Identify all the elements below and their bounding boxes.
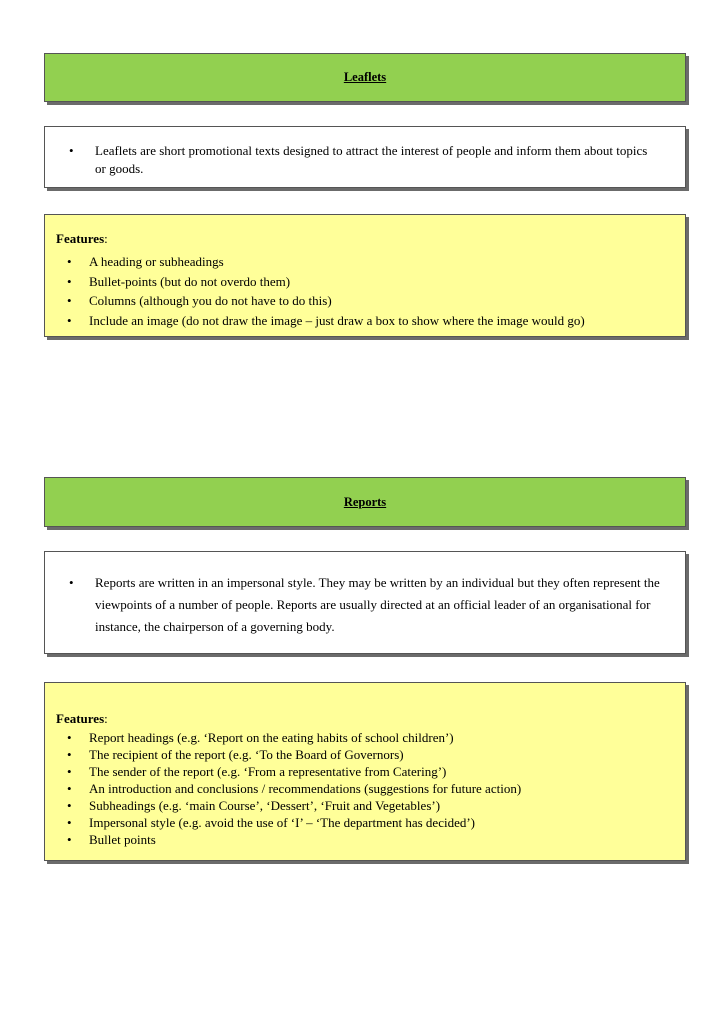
bullet-icon: •: [67, 293, 72, 308]
features-label-text: Features: [56, 231, 105, 246]
leaflets-features-label: Features:: [56, 231, 108, 246]
list-item: [56, 831, 685, 848]
list-item: [56, 797, 685, 814]
list-item: [56, 729, 685, 746]
reports-heading: Reports: [343, 495, 387, 509]
reports-description: Reports are written in an impersonal style. They may be written by an individual but they often represent the viewpoints of a number of people. Reports are usually directed at an official leader of an organisational for instance, the chairperson of a governing body.: [95, 575, 660, 634]
list-item: [51, 142, 661, 178]
bullet-icon: •: [67, 815, 72, 830]
list-item: [56, 252, 685, 272]
bullet-icon: •: [67, 312, 72, 328]
leaflets-description: Leaflets are short promotional texts designed to attract the interest of people and inform them about topics or goods.: [95, 143, 648, 176]
list-item: [56, 814, 685, 831]
bullet-icon: •: [67, 832, 72, 847]
bullet-icon: •: [69, 143, 74, 158]
list-item: [51, 572, 677, 638]
feature-text: The sender of the report (e.g. ‘From a representative from Catering’): [89, 764, 447, 779]
feature-text: Include an image (do not draw the image – just draw a box to show where the image would go): [89, 312, 585, 328]
reports-features-label: Features:: [56, 711, 108, 726]
bullet-icon: •: [67, 764, 72, 779]
list-item: [56, 780, 685, 797]
leaflets-features-box: [44, 214, 686, 337]
bullet-icon: •: [67, 730, 72, 745]
feature-text: An introduction and conclusions / recommendations (suggestions for future action): [89, 781, 522, 796]
list-item: [56, 272, 685, 292]
feature-text: A heading or subheadings: [89, 254, 224, 269]
list-item: [56, 291, 685, 311]
reports-features-box: [44, 682, 686, 861]
reports-features-list: [56, 729, 685, 848]
leaflets-heading: Leaflets: [343, 70, 387, 84]
bullet-icon: •: [67, 798, 72, 813]
list-item: [56, 746, 685, 763]
bullet-icon: •: [67, 781, 72, 796]
leaflets-description-box: [44, 126, 686, 188]
reports-description-box: [44, 551, 686, 654]
feature-text: Bullet points: [89, 832, 156, 847]
feature-text: Bullet-points (but do not overdo them): [89, 273, 291, 289]
list-item: [56, 763, 685, 780]
reports-heading-box: [44, 477, 686, 527]
bullet-icon: •: [67, 273, 72, 289]
bullet-icon: •: [69, 575, 74, 590]
bullet-icon: •: [67, 747, 72, 762]
leaflets-heading-box: [44, 53, 686, 102]
leaflets-features-list: [56, 252, 685, 330]
bullet-icon: •: [67, 254, 72, 269]
reports-description-list: [51, 572, 677, 638]
feature-text: Subheadings (e.g. ‘main Course’, ‘Dessert’, ‘Fruit and Vegetables’): [89, 798, 441, 813]
feature-text: Columns (although you do not have to do this): [89, 293, 332, 308]
feature-text: The recipient of the report (e.g. ‘To the Board of Governors): [89, 747, 404, 762]
features-label-text: Features: [56, 711, 105, 726]
feature-text: Report headings (e.g. ‘Report on the eating habits of school children’): [89, 730, 454, 745]
feature-text: Impersonal style (e.g. avoid the use of ‘I’ – ‘The department has decided’): [89, 815, 476, 830]
list-item: [56, 311, 685, 331]
leaflets-description-list: [51, 142, 661, 178]
